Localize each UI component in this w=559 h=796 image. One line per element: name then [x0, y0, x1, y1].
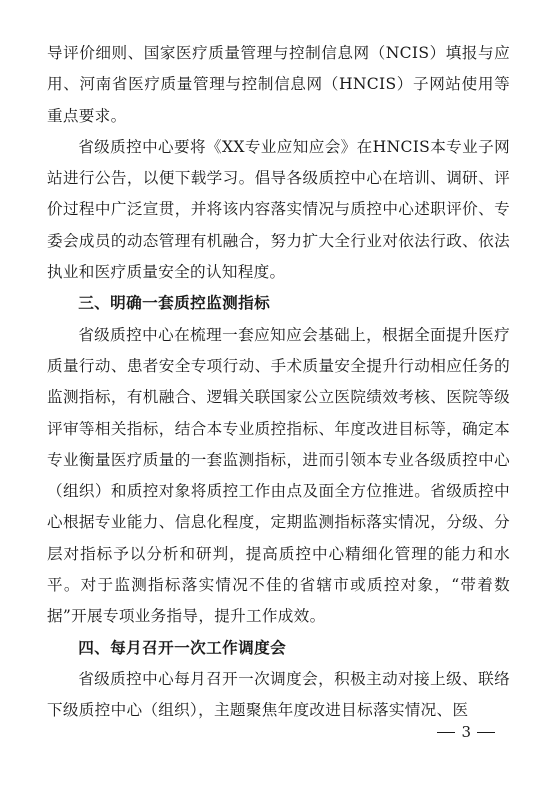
paragraph-indicators: 省级质控中心在梳理一套应知应会基础上，根据全面提升医疗质量行动、患者安全专项行动、手术质量安全提升行动相应任务的监测指标，有机融合、逻辑关联国家公立医院绩效考核、医院等级评审等相关指标，结合本专业质控指标、年度改进目标等，确定本专业衡量医疗质量的一套监测指标，进而引领本专业各级质控中心（组织）和质控对象将质控工作由点及面全方位推进。省级质控中心根据专业能力、信息化程度，定期监测指标落实情况，分级、分层对指标予以分析和研判，提高质控中心精细化管理的能力和水平。对于监测指标落实情况不佳的省辖市或质控对象，“带着数据”开展专项业务指导，提升工作成效。: [47, 325, 510, 626]
document-body: [47, 38, 510, 727]
page-number-value: 3: [461, 723, 471, 741]
paragraph-continuation: 导评价细则、国家医疗质量管理与控制信息网（NCIS）填报与应用、河南省医疗质量管理与控制信息网（HNCIS）子网站使用等重点要求。: [47, 44, 510, 125]
page-number: [437, 722, 495, 742]
section-heading-four: 四、每月召开一次工作调度会: [78, 638, 287, 657]
paragraph-announcement: 省级质控中心要将《XX专业应知应会》在HNCIS本专业子网站进行公告，以便下载学习。倡导各级质控中心在培训、调研、评价过程中广泛宣贯，并将该内容落实情况与质控中心述职评价、专委会成员的动态管理有机融合，努力扩大全行业对依法行政、依法执业和医疗质量安全的认知程度。: [47, 137, 510, 282]
page-number-dash-right: [477, 732, 495, 733]
paragraph-meeting: 省级质控中心每月召开一次调度会，积极主动对接上级、联络下级质控中心（组织），主题聚焦年度改进目标落实情况、医: [47, 669, 510, 720]
section-heading-three: 三、明确一套质控监测指标: [78, 294, 271, 313]
page-number-dash-left: [437, 732, 455, 733]
